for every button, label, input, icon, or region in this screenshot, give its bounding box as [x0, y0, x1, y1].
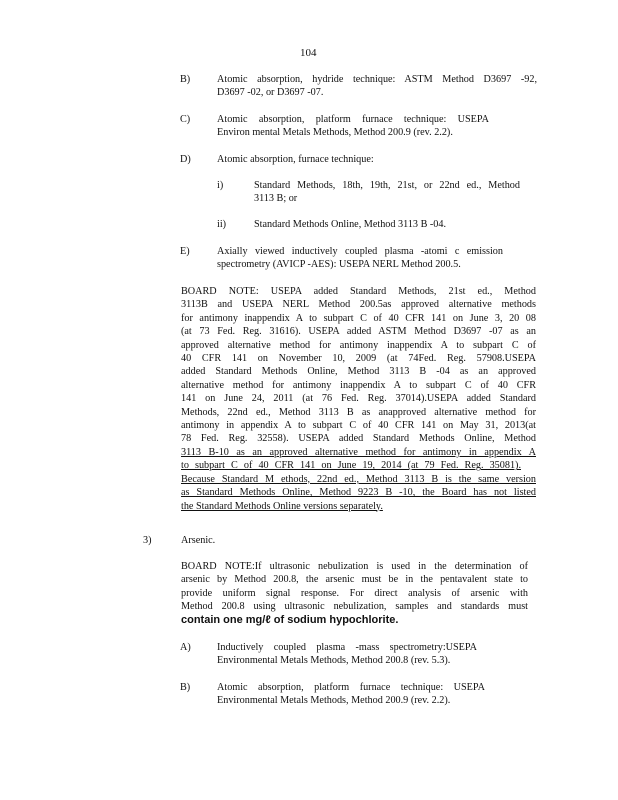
text-line: Atomic absorption, hydride technique: ASTM Method D3697 -92,: [217, 74, 537, 85]
item-label: E): [180, 246, 190, 257]
board-note-arsenic: [181, 560, 528, 627]
underlined-line: 3113 B-10 as an approved alternative method for antimony in appendix A: [181, 446, 536, 458]
text-line: Methods, 22nd ed., Method 3113 B as anapproved alternative method for: [181, 406, 536, 418]
text-line: D3697 -02, or D3697 -07.: [217, 87, 324, 99]
section-title: Arsenic.: [181, 535, 216, 546]
text-line: 3113B and USEPA NERL Method 200.5as approved alternative methods: [181, 299, 536, 311]
list-item-text: [217, 113, 489, 140]
text-line: Atomic absorption, platform furnace technique: USEPA: [217, 682, 485, 693]
board-note-antimony: [181, 285, 536, 513]
text-line: (at 73 Fed. Reg. 31616). USEPA added ASTM Method D3697 -07 as an: [181, 326, 536, 338]
item-label: B): [180, 682, 191, 693]
section-number: 3): [143, 535, 152, 546]
text-line: 141 on June 24, 2011 (at 76 Fed. Reg. 37014).USEPA added Standard: [181, 393, 536, 405]
text-line: Inductively coupled plasma -mass spectrometry:USEPA: [217, 642, 477, 653]
underlined-line: to subpart C of 40 CFR 141 on June 19, 2014 (at 79 Fed. Reg. 35081).: [181, 460, 521, 472]
list-item-text: [217, 73, 537, 100]
text-line: 78 Fed. Reg. 32558). USEPA added Standard Methods Online, Method: [181, 433, 536, 445]
text-line: alternative method for antimony inappendix A to subpart C of 40 CFR: [181, 379, 536, 391]
text-line: for antimony inappendix A to subpart C of 40 CFR 141 on June 3, 20 08: [181, 312, 536, 324]
underlined-line: Because Standard M ethods, 22nd ed., Method 3113 B is the same version: [181, 473, 536, 485]
text-line: Environ mental Metals Methods, Method 200.9 (rev. 2.2).: [217, 127, 453, 139]
text-line: Environmental Metals Methods, Method 200.9 (rev. 2.2).: [217, 695, 451, 707]
bold-text-line: contain one mg/ℓ of sodium hypochlorite.: [181, 613, 399, 626]
text-line: BOARD NOTE: USEPA added Standard Methods, 21st ed., Method: [181, 286, 536, 297]
text-line: Standard Methods Online, Method 3113 B -04.: [254, 219, 447, 230]
text-line: approved alternative method for antimony inappendix A to subpart C of: [181, 339, 536, 351]
text-line: Environmental Metals Methods, Method 200.8 (rev. 5.3).: [217, 655, 451, 667]
text-line: Method 200.8 using ultrasonic nebulization, samples and standards must: [181, 601, 528, 613]
text-line: 40 CFR 141 on November 10, 2009 (at 74Fed. Reg. 57908.USEPA: [181, 353, 536, 365]
subitem-text: [254, 218, 446, 231]
text-line: Atomic absorption, furnace technique:: [217, 154, 374, 165]
underlined-line: the Standard Methods Online versions separately.: [181, 500, 383, 512]
text-line: added Standard Methods Online, Method 3113 B -04 as an approved: [181, 366, 536, 378]
text-line: 3113 B; or: [254, 193, 298, 205]
text-line: Atomic absorption, platform furnace technique: USEPA: [217, 114, 489, 125]
item-label: D): [180, 154, 191, 165]
list-item-text: [217, 641, 477, 668]
text-line: provide uniform signal response. For direct analysis of arsenic with: [181, 587, 528, 599]
subitem-label: i): [217, 180, 224, 191]
page-number: 104: [300, 47, 317, 59]
underlined-line: as Standard Methods Online, Method 9223 B -10, the Board has not listed: [181, 487, 536, 499]
text-line: spectrometry (AVICP -AES): USEPA NERL Method 200.5.: [217, 259, 461, 271]
text-line: Standard Methods, 18th, 19th, 21st, or 22nd ed., Method: [254, 180, 520, 191]
text-line: antimony in appendix A to subpart C of 40 CFR 141 on May 31, 2013(at: [181, 420, 536, 432]
list-item-text: [217, 681, 485, 708]
list-item-text: [217, 153, 374, 166]
subitem-text: [254, 179, 520, 206]
list-item-text: [217, 245, 503, 272]
item-label: B): [180, 74, 191, 85]
item-label: A): [180, 642, 191, 653]
text-line: Axially viewed inductively coupled plasma -atomi c emission: [217, 246, 503, 257]
subitem-label: ii): [217, 219, 227, 230]
text-line: arsenic by Method 200.8, the arsenic must be in the pentavalent state to: [181, 574, 528, 586]
text-line: BOARD NOTE:If ultrasonic nebulization is used in the determination of: [181, 561, 528, 572]
item-label: C): [180, 114, 191, 125]
